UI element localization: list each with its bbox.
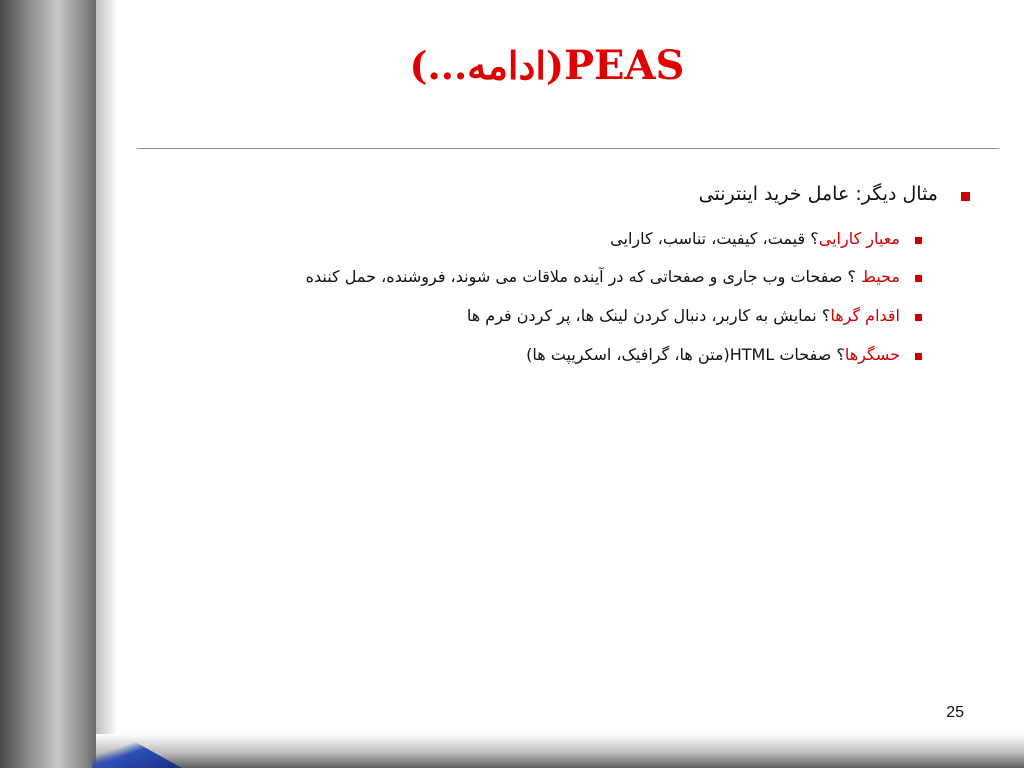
bullet-square-icon: [961, 192, 970, 201]
left-decor-bar: [0, 0, 96, 768]
sub-item-text: ؟ صفحات وب جاری و صفحاتی که در آینده ملاقات می شوند، فروشنده، حمل کننده: [305, 267, 862, 287]
bullet-main: [160, 182, 980, 207]
sub-item-performance: [160, 229, 930, 250]
sub-item-environment: [160, 267, 930, 288]
title-prefix: (ادامه...): [409, 43, 564, 88]
sub-item-text: ؟ صفحات HTML(متن ها، گرافیک، اسکریپت ها): [526, 345, 845, 365]
bullet-main-text: مثال دیگر: عامل خرید اینترنتی: [698, 183, 938, 205]
page-number: 25: [946, 704, 964, 721]
slide-content: [160, 182, 980, 384]
slide-title: [130, 42, 964, 89]
bullet-square-icon: [915, 353, 922, 360]
bullet-square-icon: [915, 275, 922, 282]
title-latin: PEAS: [563, 42, 685, 89]
sub-item-text: ؟ قیمت، کیفیت، تناسب، کارایی: [610, 228, 819, 248]
sub-item-term: معیار کارایی: [818, 228, 900, 248]
sub-item-text: ؟ نمایش به کاربر، دنبال کردن لینک ها، پر کردن فرم ها: [466, 306, 831, 326]
sub-item-actuators: [160, 306, 930, 327]
bullet-square-icon: [915, 314, 922, 321]
bullet-square-icon: [915, 237, 922, 244]
title-divider: [137, 148, 999, 149]
sub-item-sensors: [160, 345, 930, 366]
sub-item-term: محیط: [861, 267, 900, 287]
sub-item-term: حسگرها: [844, 345, 900, 365]
left-bar-shadow: [96, 0, 118, 768]
sub-item-term: اقدام گرها: [830, 306, 900, 326]
bottom-decor-bar: [96, 734, 1024, 768]
